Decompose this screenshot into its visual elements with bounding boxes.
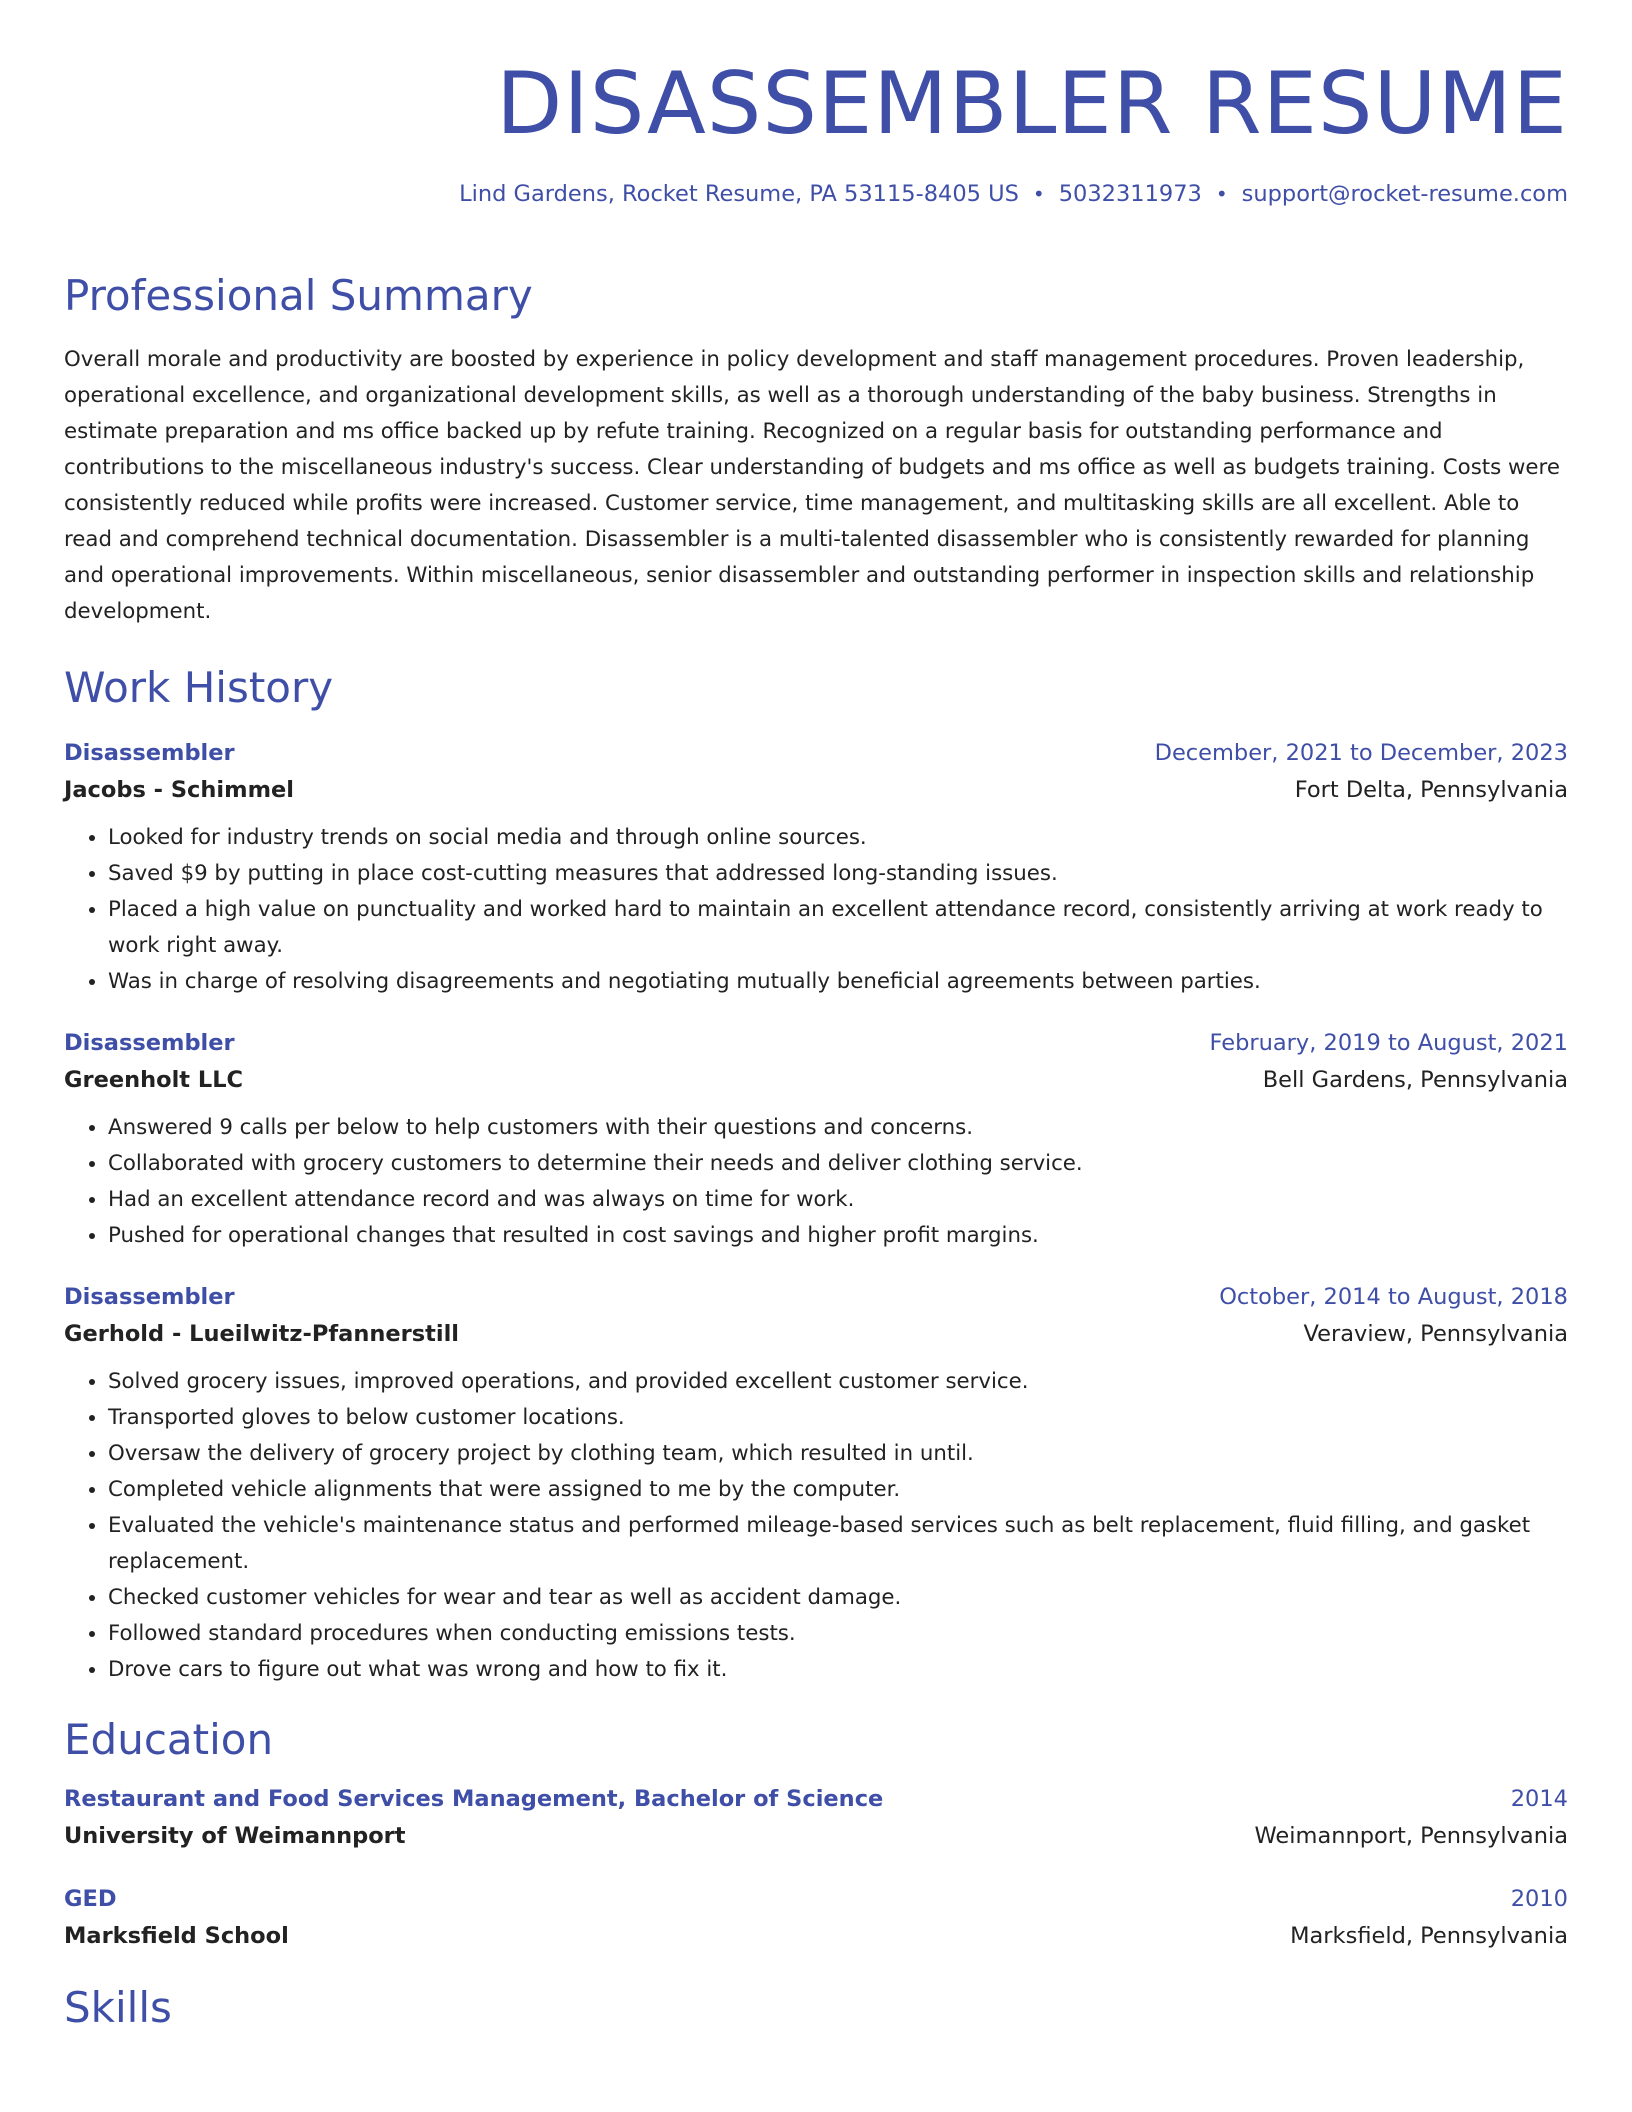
job-header-row	[64, 1026, 1568, 1060]
job-dates: February, 2019 to August, 2021	[1209, 1030, 1568, 1056]
job-location: Fort Delta, Pennsylvania	[1294, 777, 1568, 803]
job-bullets	[64, 1364, 1568, 1688]
contact-separator: •	[1215, 182, 1228, 206]
job-bullets	[64, 820, 1568, 1000]
job-entry	[64, 1026, 1568, 1254]
education-heading: Education	[64, 1715, 274, 1764]
summary-text: Overall morale and productivity are boosted by experience in policy development and staff management procedures. Proven leadership, operational excellence, and organizational development skills, as well as a thorough understanding of the baby business. Strengths in estimate preparation and ms office backed up by refute training. Recognized on a regular basis for outstanding performance and contributions to the miscellaneous industry's success. Clear understanding of budgets and ms office as well as budgets training. Costs were consistently reduced while profits were increased. Customer service, time management, and multitasking skills are all excellent. Able to read and comprehend technical documentation. Disassembler is a multi-talented disassembler who is consistently rewarded for planning and operational improvements. Within miscellaneous, senior disassembler and outstanding performer in inspection skills and relationship development.	[64, 347, 1560, 624]
job-location: Veraview, Pennsylvania	[1303, 1321, 1568, 1347]
job-entry	[64, 1280, 1568, 1688]
job-company-row	[64, 770, 1568, 810]
job-bullets	[64, 1110, 1568, 1254]
job-bullet: • Transported gloves to below customer locations.	[108, 1400, 1568, 1436]
job-company: Jacobs - Schimmel	[64, 777, 294, 803]
job-company: Greenholt LLC	[64, 1067, 244, 1093]
job-dates: December, 2021 to December, 2023	[1154, 740, 1568, 766]
job-bullet: • Was in charge of resolving disagreements and negotiating mutually beneficial agreements between parties.	[108, 964, 1568, 1000]
job-bullet: • Saved $9 by putting in place cost-cutting measures that addressed long-standing issues.	[108, 856, 1568, 892]
job-location: Bell Gardens, Pennsylvania	[1262, 1067, 1568, 1093]
job-bullet: • Placed a high value on punctuality and worked hard to maintain an excellent attendance record, consistently arriving at work ready to work right away.	[108, 892, 1568, 964]
contact-address: Lind Gardens, Rocket Resume, PA 53115-8405 US	[459, 181, 1019, 207]
job-bullet: • Answered 9 calls per below to help customers with their questions and concerns.	[108, 1110, 1568, 1146]
education-header-row	[64, 1882, 1568, 1916]
resume-name: DISASSEMBLER RESUME	[496, 54, 1568, 154]
work-history-heading: Work History	[64, 663, 334, 712]
job-bullet: • Drove cars to figure out what was wrong and how to fix it.	[108, 1652, 1568, 1688]
job-title: Disassembler	[64, 1030, 235, 1056]
job-bullet: • Pushed for operational changes that resulted in cost savings and higher profit margins.	[108, 1218, 1568, 1254]
education-school: Marksfield School	[64, 1923, 289, 1949]
job-bullet: • Followed standard procedures when conducting emissions tests.	[108, 1616, 1568, 1652]
education-entry	[64, 1782, 1568, 1856]
education-school: University of Weimannport	[64, 1823, 406, 1849]
contact-email: support@rocket-resume.com	[1241, 181, 1568, 207]
education-location: Marksfield, Pennsylvania	[1290, 1923, 1568, 1949]
job-company-row	[64, 1060, 1568, 1100]
job-header-row	[64, 736, 1568, 770]
job-bullet: • Checked customer vehicles for wear and tear as well as accident damage.	[108, 1580, 1568, 1616]
job-header-row	[64, 1280, 1568, 1314]
job-bullet: • Looked for industry trends on social media and through online sources.	[108, 820, 1568, 856]
job-bullet: • Oversaw the delivery of grocery project by clothing team, which resulted in until.	[108, 1436, 1568, 1472]
contact-phone: 5032311973	[1058, 181, 1202, 207]
resume-page	[64, 0, 1568, 2034]
job-bullet: • Solved grocery issues, improved operations, and provided excellent customer service.	[108, 1364, 1568, 1400]
education-year: 2010	[1510, 1886, 1568, 1912]
education-school-row	[64, 1916, 1568, 1956]
job-entry	[64, 736, 1568, 1000]
job-bullet: • Collaborated with grocery customers to determine their needs and deliver clothing service.	[108, 1146, 1568, 1182]
contact-separator: •	[1032, 182, 1045, 206]
job-bullet: • Had an excellent attendance record and was always on time for work.	[108, 1182, 1568, 1218]
job-bullet: • Completed vehicle alignments that were assigned to me by the computer.	[108, 1472, 1568, 1508]
education-location: Weimannport, Pennsylvania	[1254, 1823, 1568, 1849]
education-header-row	[64, 1782, 1568, 1816]
job-company-row	[64, 1314, 1568, 1354]
job-dates: October, 2014 to August, 2018	[1219, 1284, 1568, 1310]
contact-line	[64, 178, 1568, 210]
skills-heading: Skills	[64, 1983, 172, 2032]
education-year: 2014	[1510, 1786, 1568, 1812]
job-title: Disassembler	[64, 740, 235, 766]
job-title: Disassembler	[64, 1284, 235, 1310]
education-degree: GED	[64, 1886, 117, 1912]
education-school-row	[64, 1816, 1568, 1856]
education-degree: Restaurant and Food Services Management, Bachelor of Science	[64, 1786, 884, 1812]
summary-heading: Professional Summary	[64, 271, 533, 320]
job-company: Gerhold - Lueilwitz-Pfannerstill	[64, 1321, 459, 1347]
education-entry	[64, 1882, 1568, 1956]
job-bullet: • Evaluated the vehicle's maintenance status and performed mileage-based services such as belt replacement, fluid filling, and gasket replacement.	[108, 1508, 1568, 1580]
